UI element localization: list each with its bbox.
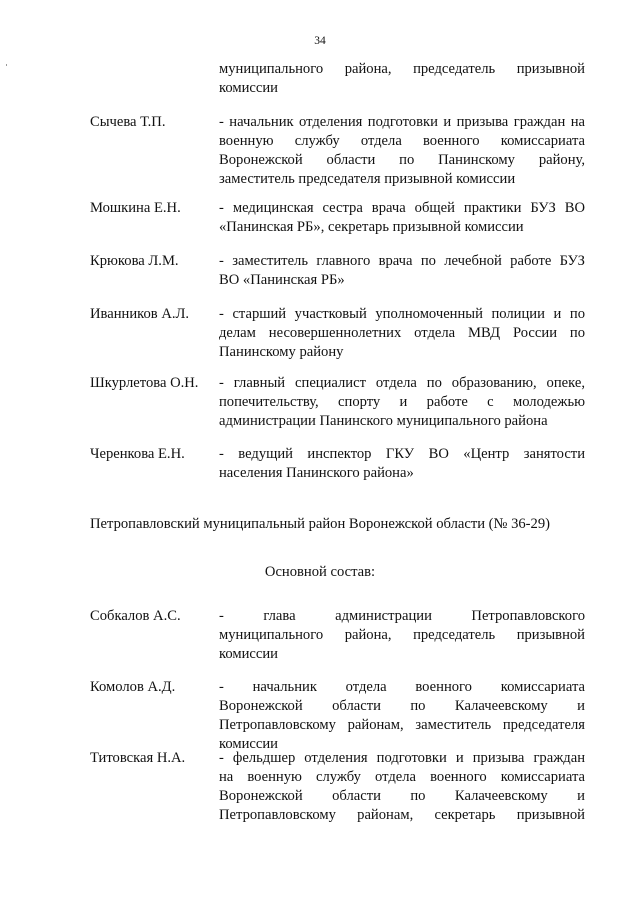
desc-line: Петропавловскому районам, секретарь призывной [219, 807, 585, 823]
member-description [219, 252, 585, 290]
member-description [219, 305, 585, 362]
desc-line: - начальник отдела военного комиссариата [219, 679, 585, 695]
member-description [219, 113, 585, 189]
desc-line: населения Панинского района» [219, 465, 414, 481]
member-name: Титовская Н.А. [90, 750, 186, 766]
member-description [219, 199, 585, 237]
desc-line: муниципального района, председатель призывной [219, 627, 585, 643]
desc-line: комиссии [219, 80, 278, 96]
desc-line: - глава администрации Петропавловского [219, 608, 585, 624]
desc-line: муниципального района, председатель призывной [219, 61, 585, 77]
member-name: Сычева Т.П. [90, 114, 166, 130]
desc-line: Панинскому району [219, 344, 344, 360]
desc-line: - ведущий инспектор ГКУ ВО «Центр занятости [219, 446, 585, 462]
desc-line: Воронежской области по Калачеевскому и [219, 788, 585, 804]
member-description [219, 607, 585, 664]
desc-line: ВО «Панинская РБ» [219, 272, 345, 288]
member-name: Черенкова Е.Н. [90, 446, 185, 462]
page-number: 34 [314, 35, 326, 47]
member-description [219, 445, 585, 483]
member-name: Крюкова Л.М. [90, 253, 179, 269]
desc-line: на военную службу отдела военного комиссариата [219, 769, 585, 785]
desc-line: администрации Панинского муниципального района [219, 413, 548, 429]
desc-line: комиссии [219, 646, 278, 662]
district-heading: Петропавловский муниципальный район Воронежской области (№ 36-29) [90, 516, 550, 532]
desc-line: Воронежской области по Панинскому району, [219, 152, 585, 168]
member-description [219, 678, 585, 754]
member-name: Иванников А.Л. [90, 306, 190, 322]
desc-line: делам несовершеннолетних отдела МВД России по [219, 325, 585, 341]
desc-line: - главный специалист отдела по образованию, опеке, [219, 375, 585, 391]
desc-line: Воронежской области по Калачеевскому и [219, 698, 585, 714]
desc-line: - медицинская сестра врача общей практики БУЗ ВО [219, 200, 585, 216]
composition-heading: Основной состав: [264, 564, 376, 580]
member-name: Шкурлетова О.Н. [90, 375, 199, 391]
desc-line: - фельдшер отделения подготовки и призыва граждан [219, 750, 585, 766]
desc-line: - заместитель главного врача по лечебной работе БУЗ [219, 253, 585, 269]
scan-margin-mark [6, 64, 7, 66]
member-name: Собкалов А.С. [90, 608, 181, 624]
member-description [219, 749, 585, 825]
desc-line: - начальник отделения подготовки и призыва граждан на [219, 114, 585, 130]
desc-line: военную службу отдела военного комиссариата [219, 133, 585, 149]
desc-line: «Панинская РБ», секретарь призывной комиссии [219, 219, 524, 235]
desc-line: - старший участковый уполномоченный полиции и по [219, 306, 585, 322]
desc-line: попечительству, спорту и работе с молодежью [219, 394, 585, 410]
desc-line: заместитель председателя призывной комиссии [219, 171, 516, 187]
member-description [219, 374, 585, 431]
member-name: Мошкина Е.Н. [90, 200, 181, 216]
member-name: Комолов А.Д. [90, 679, 176, 695]
desc-line: Петропавловскому районам, заместитель председателя [219, 717, 585, 733]
entry-description [219, 60, 585, 98]
desc-line: комиссии [219, 736, 278, 752]
